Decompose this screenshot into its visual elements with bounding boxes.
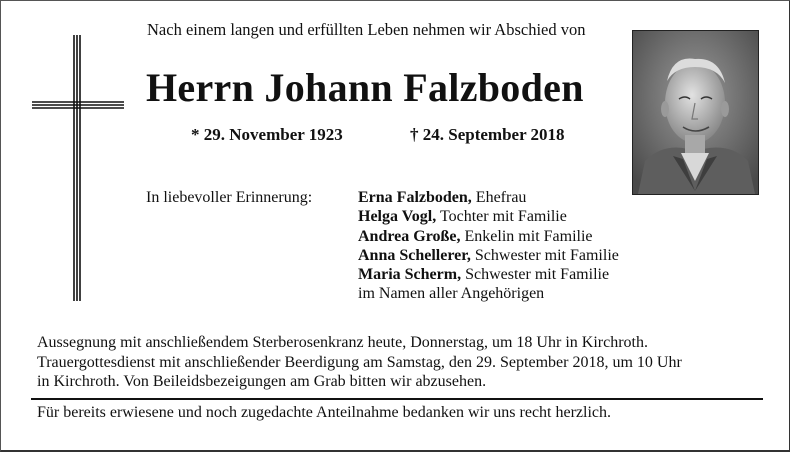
divider [31,398,763,400]
mourner-name: Anna Schellerer, [358,246,471,264]
mourners-list [358,188,619,304]
ceremony-line: Trauergottesdienst mit anschließender Beerdigung am Samstag, den 29. September 2018, um 10 Uhr [37,353,682,371]
deceased-name: Herrn Johann Falzboden [146,65,584,110]
mourner-name: Helga Vogl, [358,208,437,226]
birth-date: * 29. November 1923 [191,125,343,144]
mourner-relation: Ehefrau [475,189,527,206]
mourner-relation: Schwester mit Familie [474,246,619,264]
mourner-line [358,265,619,284]
death-date: † 24. September 2018 [410,125,565,144]
portrait-photo [632,30,759,195]
mourner-name: Erna Falzboden, [358,189,472,206]
mourner-line [358,227,619,246]
mourner-relation: Schwester mit Familie [465,266,610,284]
mourner-line [358,207,619,226]
memory-label: In liebevoller Erinnerung: [146,189,313,206]
mourners-closing: im Namen aller Angehörigen [358,285,545,303]
mourner-line [358,246,619,265]
thanks-text: Für bereits erwiesene und noch zugedachte Anteilnahme bedanken wir uns recht herzlich. [37,404,612,421]
ceremony-line: in Kirchroth. Von Beileidsbezeigungen am Grab bitten wir abzusehen. [37,373,487,390]
intro-text: Nach einem langen und erfüllten Leben nehmen wir Abschied von [147,20,586,39]
cross-icon [30,33,126,303]
mourner-name: Andrea Große, [358,227,461,245]
ceremony-line: Aussegnung mit anschließendem Sterberosenkranz heute, Donnerstag, um 18 Uhr in Kirchroth. [37,334,648,351]
mourner-name: Maria Scherm, [358,266,462,284]
ceremony-details [37,333,767,392]
mourner-relation: Tochter mit Familie [439,208,567,226]
mourner-line [358,188,619,207]
mourner-relation: Enkelin mit Familie [464,227,593,245]
